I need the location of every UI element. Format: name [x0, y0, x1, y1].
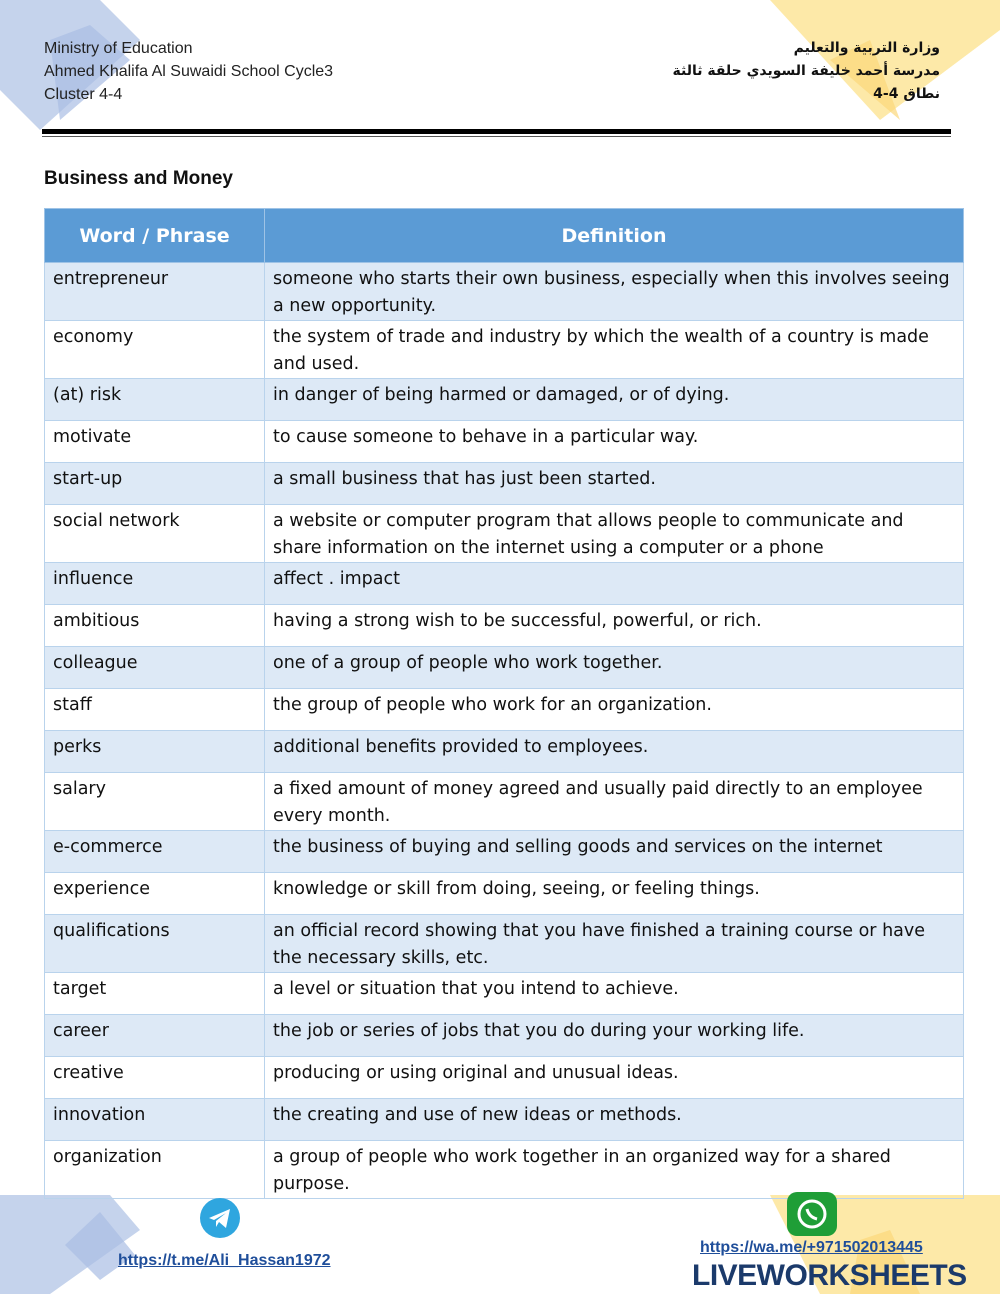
cluster-ar: نطاق 4-4 — [873, 86, 940, 102]
word-cell: e-commerce — [45, 831, 265, 873]
table-row — [45, 421, 964, 463]
word-cell: influence — [45, 563, 265, 605]
word-cell: ambitious — [45, 605, 265, 647]
ministry-name: Ministry of Education — [44, 40, 193, 57]
ministry-name-ar: وزارة التربية والتعليم — [793, 40, 940, 56]
table-row — [45, 563, 964, 605]
school-name-ar: مدرسة أحمد خليفة السويدي حلقة ثالثة — [672, 63, 940, 79]
word-cell: colleague — [45, 647, 265, 689]
word-cell: salary — [45, 773, 265, 831]
table-row — [45, 647, 964, 689]
table-row — [45, 1015, 964, 1057]
column-header-word: Word / Phrase — [45, 209, 265, 263]
definition-cell: the creating and use of new ideas or methods. — [265, 1099, 964, 1141]
header-right-arabic — [673, 37, 941, 106]
definition-cell: producing or using original and unusual ideas. — [265, 1057, 964, 1099]
word-cell: career — [45, 1015, 265, 1057]
definition-cell: a website or computer program that allows people to communicate and share information on the internet using a computer or a phone — [265, 505, 964, 563]
definition-cell: affect . impact — [265, 563, 964, 605]
table-row — [45, 263, 964, 321]
table-row — [45, 689, 964, 731]
definition-cell: a group of people who work together in an organized way for a shared purpose. — [265, 1141, 964, 1199]
header-left — [44, 37, 333, 106]
table-row — [45, 379, 964, 421]
table-row — [45, 1099, 964, 1141]
table-row — [45, 773, 964, 831]
school-name: Ahmed Khalifa Al Suwaidi School Cycle3 — [44, 63, 334, 80]
vocabulary-table — [44, 208, 964, 1199]
definition-cell: additional benefits provided to employees. — [265, 731, 964, 773]
word-cell: staff — [45, 689, 265, 731]
word-cell: entrepreneur — [45, 263, 265, 321]
cluster: Cluster 4-4 — [44, 86, 123, 103]
header-divider — [42, 129, 951, 134]
table-row — [45, 1141, 964, 1199]
definition-cell: the job or series of jobs that you do during your working life. — [265, 1015, 964, 1057]
word-cell: motivate — [45, 421, 265, 463]
table-row — [45, 321, 964, 379]
definition-cell: one of a group of people who work together. — [265, 647, 964, 689]
whatsapp-icon[interactable] — [787, 1192, 837, 1236]
telegram-icon[interactable] — [199, 1197, 241, 1239]
column-header-definition: Definition — [265, 209, 964, 263]
word-cell: social network — [45, 505, 265, 563]
table-row — [45, 463, 964, 505]
word-cell: start-up — [45, 463, 265, 505]
whatsapp-link[interactable]: https://wa.me/+971502013445 — [700, 1239, 923, 1256]
word-cell: economy — [45, 321, 265, 379]
table-row — [45, 831, 964, 873]
word-cell: (at) risk — [45, 379, 265, 421]
definition-cell: a small business that has just been started. — [265, 463, 964, 505]
table-row — [45, 605, 964, 647]
definition-cell: someone who starts their own business, especially when this involves seeing a new opportunity. — [265, 263, 964, 321]
word-cell: experience — [45, 873, 265, 915]
definition-cell: an official record showing that you have finished a training course or have the necessary skills, etc. — [265, 915, 964, 973]
definition-cell: a level or situation that you intend to achieve. — [265, 973, 964, 1015]
liveworksheets-watermark: LIVEWORKSHEETS — [692, 1259, 967, 1292]
header-divider-thin — [42, 136, 951, 137]
definition-cell: a fixed amount of money agreed and usually paid directly to an employee every month. — [265, 773, 964, 831]
definition-cell: in danger of being harmed or damaged, or of dying. — [265, 379, 964, 421]
word-cell: qualifications — [45, 915, 265, 973]
word-cell: creative — [45, 1057, 265, 1099]
definition-cell: having a strong wish to be successful, powerful, or rich. — [265, 605, 964, 647]
definition-cell: to cause someone to behave in a particular way. — [265, 421, 964, 463]
definition-cell: knowledge or skill from doing, seeing, or feeling things. — [265, 873, 964, 915]
word-cell: organization — [45, 1141, 265, 1199]
definition-cell: the system of trade and industry by which the wealth of a country is made and used. — [265, 321, 964, 379]
table-row — [45, 1057, 964, 1099]
table-row — [45, 915, 964, 973]
definition-cell: the business of buying and selling goods and services on the internet — [265, 831, 964, 873]
definition-cell: the group of people who work for an organization. — [265, 689, 964, 731]
page-title: Business and Money — [44, 168, 233, 189]
table-row — [45, 973, 964, 1015]
word-cell: perks — [45, 731, 265, 773]
telegram-link[interactable]: https://t.me/Ali_Hassan1972 — [118, 1252, 331, 1269]
word-cell: innovation — [45, 1099, 265, 1141]
table-row — [45, 873, 964, 915]
word-cell: target — [45, 973, 265, 1015]
table-row — [45, 731, 964, 773]
table-row — [45, 505, 964, 563]
